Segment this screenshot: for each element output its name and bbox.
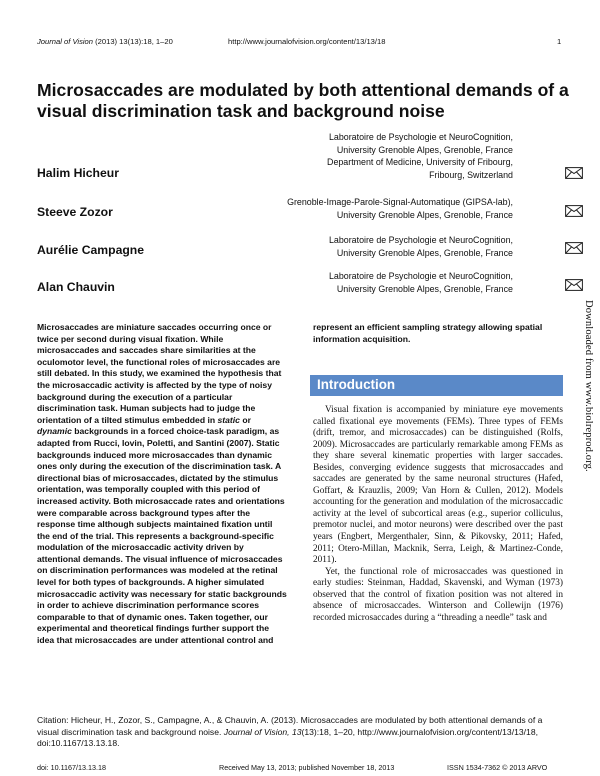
download-watermark-text: Downloaded from www.biolreprod.org. xyxy=(583,300,594,472)
affiliation-block-3 xyxy=(329,234,513,259)
affiliation-block-1 xyxy=(327,131,513,181)
citation-prefix: Citation: Hicheur, H., Zozor, S., Campagne, A., & Chauvin, A. (2013). Microsaccades are modulated by both attentional demands of a visual discrimination task and background noise. xyxy=(37,715,543,737)
running-header-url[interactable]: http://www.journalofvision.org/content/13/13/18 xyxy=(228,37,386,46)
author-name-1: Halim Hicheur xyxy=(37,166,119,180)
affiliation-line: Laboratoire de Psychologie et NeuroCognition, xyxy=(328,235,513,245)
body-paragraph: Yet, the functional role of microsaccades was questioned in early studies: Steinman, Haddad, Skavenski, and Wyman (1973) observed that the control of fixation position was not altered in absence of microsaccades. Winterson and Collewijn (1976) recorded microsaccades during a “threading a needle” task and xyxy=(313,566,563,623)
citation-volume: 13 xyxy=(289,726,302,737)
footer-issn: ISSN 1534-7362 © 2013 ARVO xyxy=(447,763,548,772)
affiliation-line: Department of Medicine, University of Fribourg, xyxy=(327,157,513,168)
citation-journal: Journal of Vision, xyxy=(223,726,290,737)
abstract-continuation-text: represent an efficient sampling strategy allowing spatial information acquisition. xyxy=(313,322,543,344)
abstract-static: static xyxy=(217,414,240,425)
abstract-paragraph xyxy=(37,322,287,647)
affiliation-line: University Grenoble Alpes, Grenoble, France xyxy=(336,209,513,220)
abstract-continuation xyxy=(313,322,563,345)
abstract-or: or xyxy=(239,414,251,425)
envelope-icon[interactable] xyxy=(565,167,583,179)
affiliation-line: Laboratoire de Psychologie et NeuroCognition, xyxy=(328,132,513,142)
author-name-2: Steeve Zozor xyxy=(37,205,113,219)
affiliation-line: University Grenoble Alpes, Grenoble, France xyxy=(336,144,513,155)
abstract xyxy=(37,322,287,647)
section-heading-introduction: Introduction xyxy=(317,377,396,392)
affiliation-line: Grenoble-Image-Parole-Signal-Automatique (GIPSA-lab), xyxy=(287,197,513,207)
abstract-text-1: Microsaccades are miniature saccades occurring once or twice per second during visual fixation. While microsaccades and saccades share similarities at the oculomotor level, the functional roles of microsaccades are still debated. In this study, we examined the hypothesis that the microsaccadic activity is affected by the type of noisy background during the execution of a particular discrimination task. Human subjects had to judge the orientation of a tilted stimulus embedded in xyxy=(37,322,282,425)
introduction-body xyxy=(313,405,563,624)
citation-rest: (13):18, 1–20, http://www.journalofvision.org/content/13/13/18, doi:10.1167/13.13.18. xyxy=(37,726,538,748)
affiliation-line: University Grenoble Alpes, Grenoble, France xyxy=(336,283,513,294)
article-title: Microsaccades are modulated by both attentional demands of a visual discrimination task and background noise xyxy=(37,80,569,121)
running-header-journal xyxy=(37,37,173,46)
section-heading-bar xyxy=(310,375,563,396)
abstract-dynamic: dynamic xyxy=(37,426,72,437)
affiliation-line: Fribourg, Switzerland xyxy=(429,169,513,180)
download-watermark xyxy=(583,300,597,505)
footer-dates: Received May 13, 2013; published November 18, 2013 xyxy=(219,763,395,772)
page-number: 1 xyxy=(557,37,562,46)
body-paragraph: Visual fixation is accompanied by miniature eye movements called fixational eye movements (FEMs). Three types of FEMs (drift, tremor, and microsaccades) can be distinguished (Rolfs, 2009). Microsaccades are particularly remarkable among FEMs as they share several kinematic properties with larger saccades. Besides, converging evidence suggests that microsaccades and saccades are generated by the same neuronal structures (Hafed, Goffart, & Krauzlis, 2009; Van Horn & Cullen, 2012). Models accounting for the generation and modulation of the microsaccadic activity at the level of subcortical areas (e.g., superior colliculus, premotor nuclei, and motor neurons) were described over the past years (Engbert, Mergenthaler, Sinn, & Pikovsky, 2011; Hafed, 2011; Otero-Millan, Macknik, Serra, Leigh, & Martinez-Conde, 2011). xyxy=(313,405,563,566)
affiliation-line: Laboratoire de Psychologie et NeuroCognition, xyxy=(328,271,513,281)
journal-name: Journal of Vision xyxy=(37,37,94,46)
affiliation-block-4 xyxy=(329,270,513,295)
abstract-text-2: backgrounds in a forced choice-task paradigm, as adapted from Rucci, Iovin, Poletti, and Santini (2007). Static backgrounds induced more microsaccades than dynamic ones only during the execution of the discrimination task. A directional bias of microsaccades, dictated by the stimulus orientation, was temporally coupled with this period of increased activity. Both microsaccade rates and orientations were comparable across background types after the response time although subjects maintained fixation until the end of the trial. This represents a background-specific modulation of the microsaccadic activity driven by attentional demands. The visual influence of microsaccades on discrimination performances was modeled at the retinal level for both types of backgrounds. A higher simulated microsaccadic activity was necessary for static backgrounds in order to achieve discrimination performance scores comparable to that of dynamic ones. Taken together, our experimental and theoretical findings further support the idea that microsaccades are under attentional control and xyxy=(37,426,287,646)
envelope-icon[interactable] xyxy=(565,242,583,254)
affiliation-block-2 xyxy=(287,196,513,221)
journal-details: (2013) 13(13):18, 1–20 xyxy=(93,37,173,46)
author-name-4: Alan Chauvin xyxy=(37,280,115,294)
author-name-3: Aurélie Campagne xyxy=(37,243,145,257)
footer-doi: doi: 10.1167/13.13.18 xyxy=(37,763,107,772)
envelope-icon[interactable] xyxy=(565,279,583,291)
citation xyxy=(37,715,563,750)
envelope-icon[interactable] xyxy=(565,205,583,217)
affiliation-line: University Grenoble Alpes, Grenoble, France xyxy=(336,247,513,258)
